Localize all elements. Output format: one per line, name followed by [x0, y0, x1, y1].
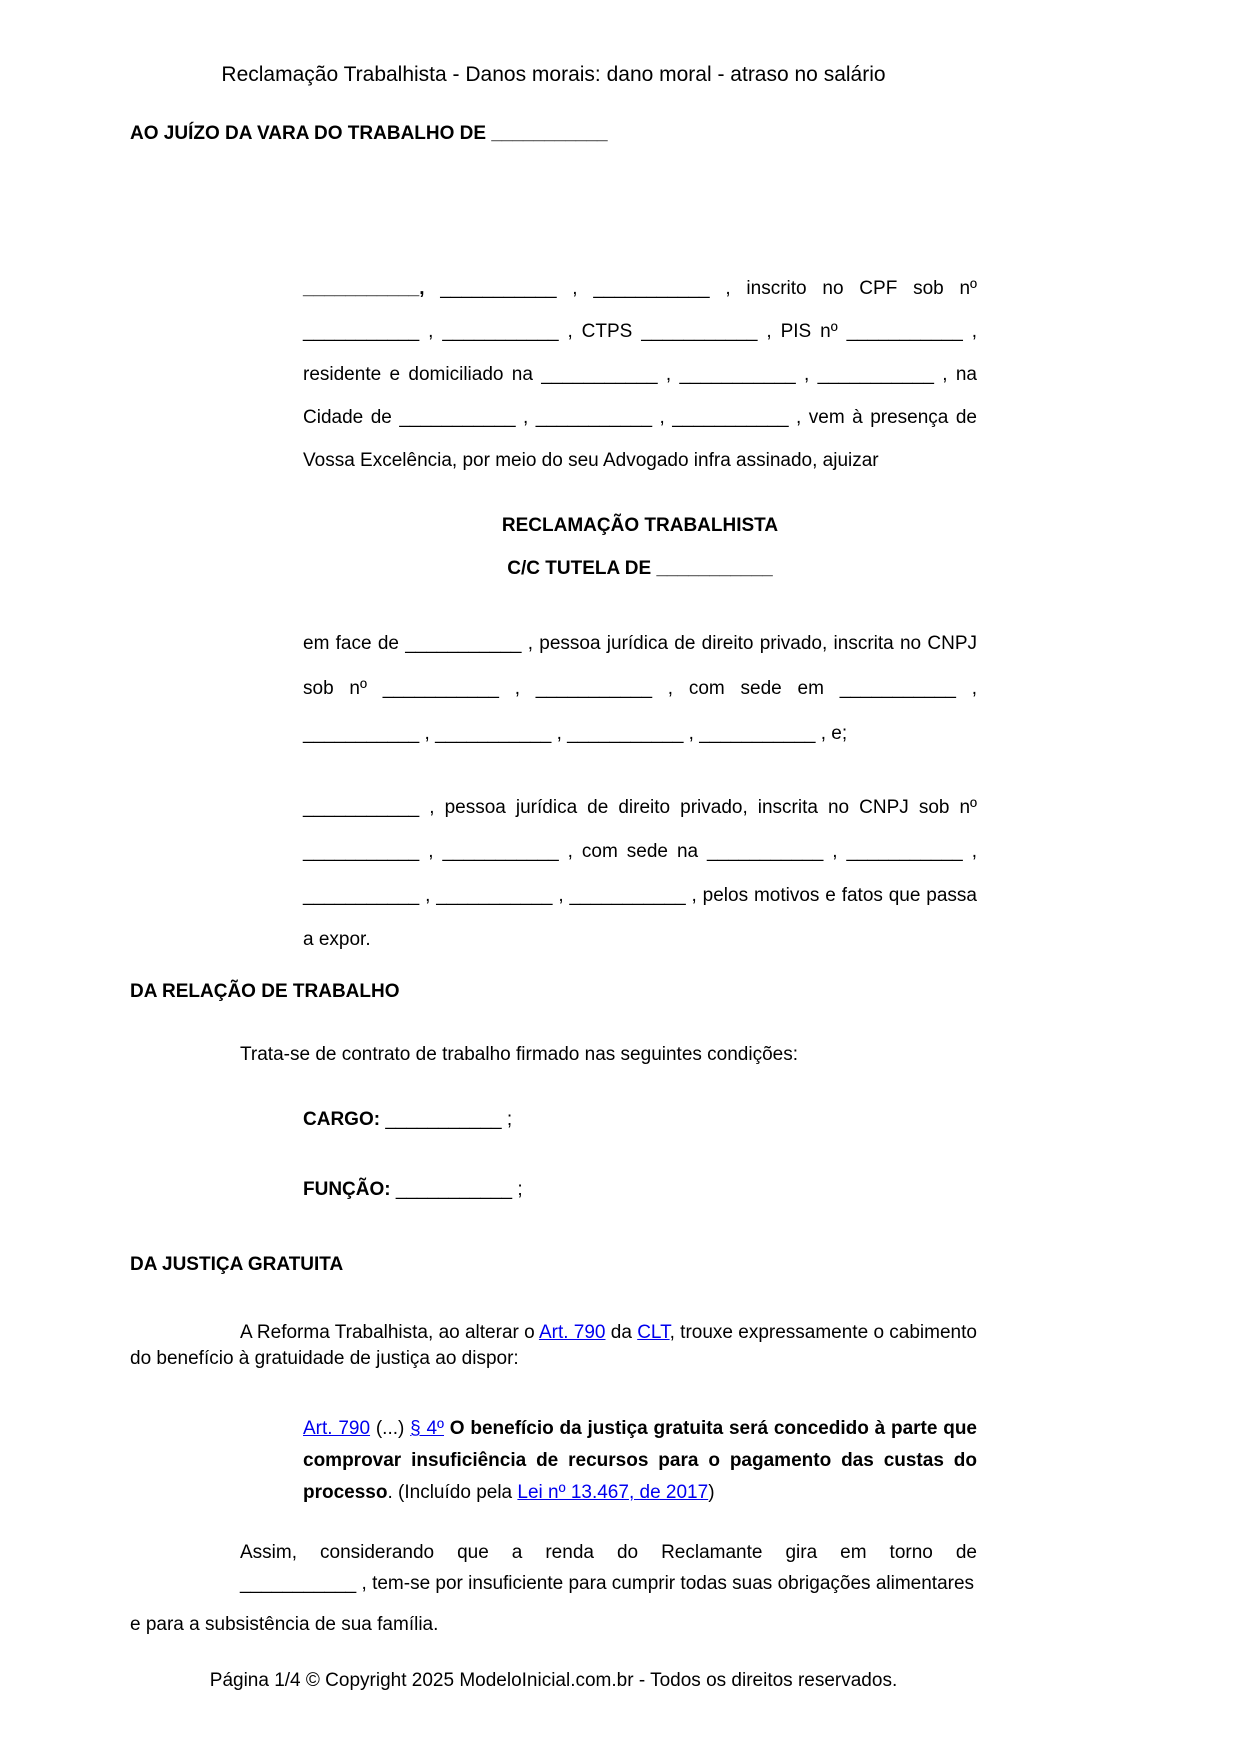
reforma-text-2: da	[605, 1322, 638, 1343]
addressing-line: AO JUÍZO DA VARA DO TRABALHO DE ___________	[130, 123, 608, 144]
action-title-line2: C/C TUTELA DE ___________	[507, 558, 773, 579]
cargo-line	[303, 1107, 977, 1133]
section-heading-relacao-de-trabalho: DA RELAÇÃO DE TRABALHO	[130, 981, 400, 1002]
cargo-label: CARGO:	[303, 1109, 381, 1130]
claimant-name-blank: ___________,	[303, 278, 425, 299]
law-quote-paragraph	[303, 1413, 977, 1509]
link-art-790[interactable]: Art. 790	[538, 1322, 606, 1343]
quote-link-paragraph-4[interactable]: § 4º	[410, 1418, 444, 1439]
defendant2-paragraph: ___________ , pessoa jurídica de direito privado, inscrita no CNPJ sob nº ___________ , ___________ , com sede na ___________ , ___________ , ___________ , ___________ , ___________ , pelos motivos e fatos que passa a expor.	[303, 797, 977, 950]
document-title: Reclamação Trabalhista - Danos morais: dano moral - atraso no salário	[221, 63, 886, 86]
link-clt[interactable]: CLT	[637, 1322, 670, 1343]
claimant-qualification-text: ___________ , ___________ , inscrito no CPF sob nº ___________ , ___________ , CTPS ___________ , PIS nº ___________ , residente e domiciliado na ___________ , ___________ , ___________ , na Cidade de ___________ , ___________ , ___________ , vem à presença de Vossa Excelência, por meio do seu Advogado infra assinado, ajuizar	[303, 278, 977, 471]
defendant1-paragraph: em face de ___________ , pessoa jurídica de direito privado, inscrita no CNPJ sob nº ___________ , ___________ , com sede em ___________ , ___________ , ___________ , ___________ , ___________ , e;	[303, 633, 977, 744]
income-line-3: e para a subsistência de sua família.	[130, 1614, 439, 1635]
quote-link-art-790[interactable]: Art. 790	[303, 1418, 371, 1439]
funcao-label: FUNÇÃO:	[303, 1179, 391, 1200]
income-line-1: Assim, considerando que a renda do Reclamante gira em torno de	[240, 1542, 977, 1563]
contract-intro-line: Trata-se de contrato de trabalho firmado nas seguintes condições:	[240, 1044, 799, 1065]
funcao-line	[303, 1177, 977, 1203]
action-title-block	[303, 504, 977, 590]
quote-link-lei-13467[interactable]: Lei nº 13.467, de 2017	[517, 1482, 709, 1503]
funcao-blank: ___________ ;	[390, 1179, 523, 1200]
section-heading-justica-gratuita: DA JUSTIÇA GRATUITA	[130, 1254, 344, 1275]
action-title-line1: RECLAMAÇÃO TRABALHISTA	[501, 515, 779, 536]
claimant-paragraph	[303, 267, 977, 482]
reforma-text-1: A Reforma Trabalhista, ao alterar o	[240, 1322, 539, 1343]
reforma-text-3: , trouxe expressamente o cabimento do benefício à gratuidade de justiça ao dispor:	[130, 1322, 977, 1369]
quote-ellipsis: (...)	[370, 1418, 411, 1439]
quote-closing-paren: )	[708, 1482, 715, 1503]
cargo-blank: ___________ ;	[380, 1109, 513, 1130]
page-footer: Página 1/4 © Copyright 2025 ModeloInicial.com.br - Todos os direitos reservados.	[209, 1670, 898, 1691]
income-line-2: ___________ , tem-se por insuficiente para cumprir todas suas obrigações alimentares	[240, 1573, 975, 1594]
quote-bold-text: O benefício da justiça gratuita será concedido à parte que comprovar insuficiência de recursos para o pagamento das custas do processo	[303, 1418, 977, 1503]
quote-text-2: . (Incluído pela	[387, 1482, 518, 1503]
reforma-paragraph	[130, 1320, 977, 1372]
